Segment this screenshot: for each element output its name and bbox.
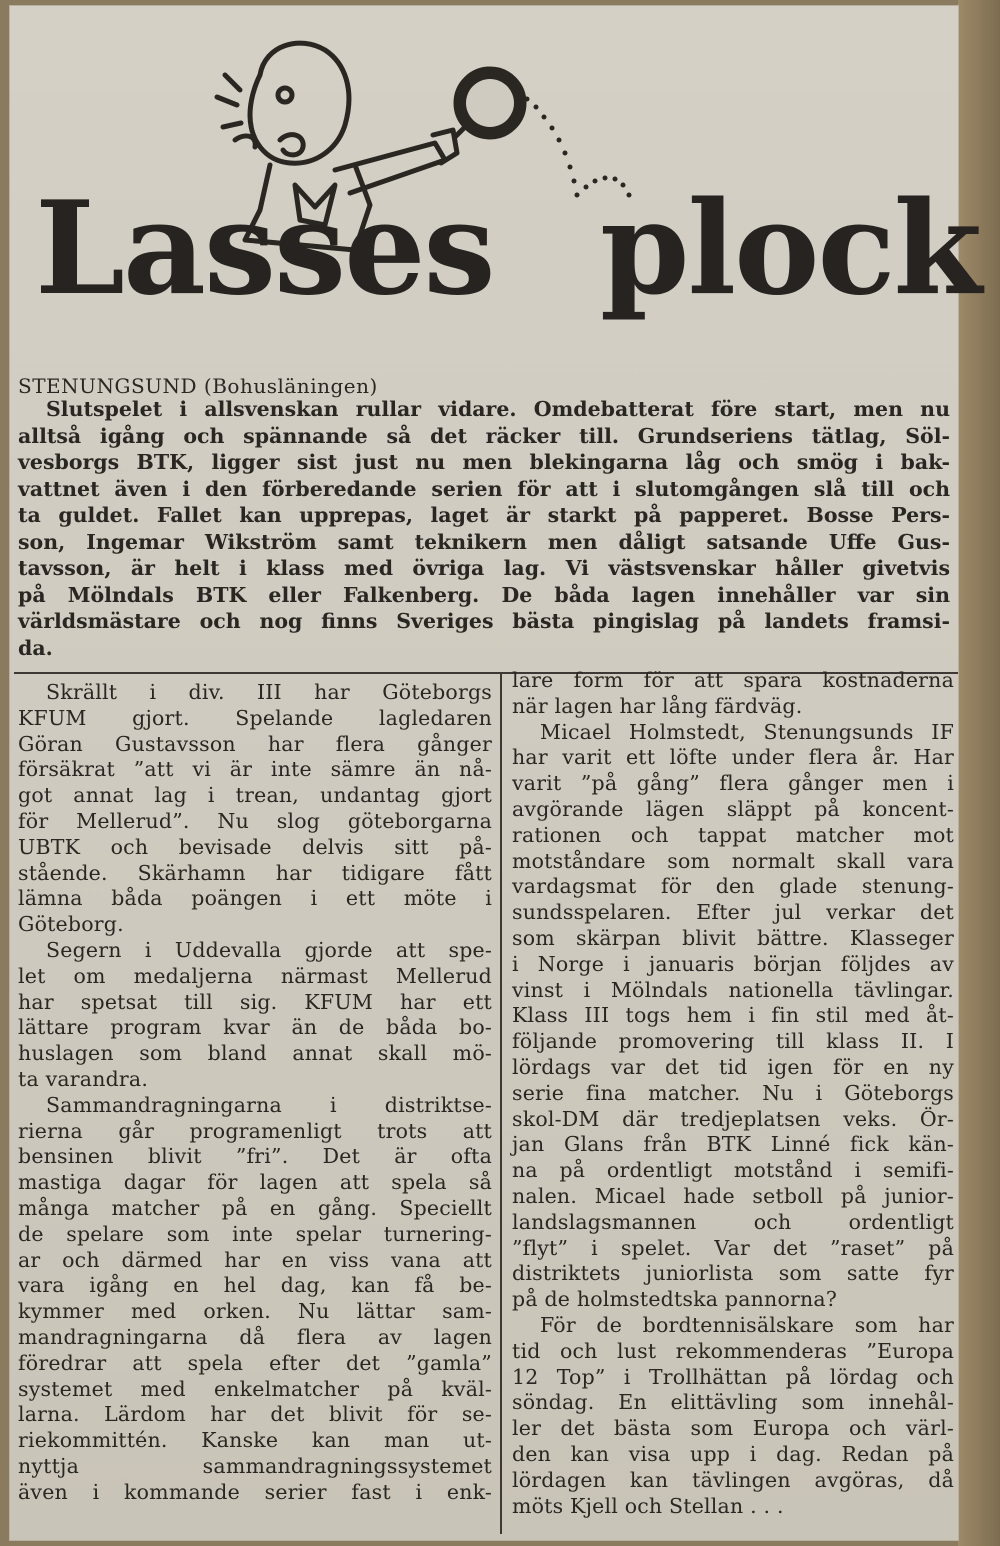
text-line: vardagsmat för den glade stenung-	[512, 874, 954, 899]
text-line: serie fina matcher. Nu i Göteborgs	[512, 1080, 954, 1105]
text-line: söndag. En elittävling som innehål-	[512, 1390, 954, 1415]
headline	[35, 174, 981, 364]
text-line: Segern i Uddevalla gjorde att spe-	[46, 937, 492, 962]
text-line: landslagsmannen och ordentligt	[512, 1209, 954, 1234]
text-line: distriktets juniorlista som satte fyr	[512, 1261, 954, 1286]
text-line: da.	[18, 635, 53, 660]
text-line: larna. Lärdom har det blivit för se-	[18, 1402, 492, 1427]
text-line: i Norge i januaris början följdes av	[512, 951, 954, 976]
dateline: STENUNGSUND (Bohusläningen)	[18, 374, 378, 398]
text-line: vattnet även i den förberedande serien för att i slutomgången slå till och	[18, 476, 950, 501]
text-line: riekommittén. Kanske kan man ut-	[18, 1428, 492, 1453]
text-line: Sammandragningarna i distriktse-	[46, 1092, 492, 1117]
text-line: son, Ingemar Wikström samt teknikern men dåligt satsande Uffe Gus-	[18, 529, 950, 554]
text-line: Göteborg.	[18, 912, 124, 937]
right-column	[512, 668, 954, 1519]
text-line: nalen. Micael hade setboll på junior-	[512, 1183, 954, 1208]
text-line: Micael Holmstedt, Stenungsunds IF	[540, 719, 954, 744]
text-line: Slutspelet i allsvenskan rullar vidare. Omdebatterat före start, men nu	[46, 397, 950, 421]
text-line: ”flyt” i spelet. Var det ”raset” på	[512, 1235, 954, 1260]
text-line: varit ”på gång” flera gånger men i	[512, 771, 954, 796]
text-line: på Mölndals BTK eller Falkenberg. De båda lagen innehåller var sin	[18, 582, 950, 607]
text-line: på de holmstedtska pannorna?	[512, 1287, 838, 1312]
text-line: för Mellerud”. Nu slog göteborgarna	[18, 808, 492, 833]
headline-word-2: plock	[600, 174, 981, 324]
text-line: alltså igång och spännande så det räcker till. Grundseriens tätlag, Söl-	[18, 423, 950, 448]
text-line: har varit ett löfte under flera år. Har	[512, 745, 954, 770]
text-line: UBTK och bevisade delvis sitt på-	[18, 834, 492, 859]
text-line: den kan visa upp i dag. Redan på	[512, 1441, 954, 1466]
text-line: rierna går programenligt trots att	[18, 1118, 492, 1143]
text-line: rationen och tappat matcher mot	[512, 822, 954, 847]
text-line: vesborgs BTK, ligger sist just nu men blekingarna låg och smög i bak-	[18, 450, 950, 474]
column-divider	[500, 672, 502, 1534]
text-line: na på ordentligt motstånd i semifi-	[512, 1158, 954, 1183]
text-line: Klass III togs hem i fin stil med åt-	[512, 1003, 954, 1028]
text-line: de spelare som inte spelar turnering-	[18, 1221, 492, 1246]
text-line: got annat lag i trean, undantag gjort	[18, 783, 492, 808]
text-line: mandragningarna då flera av lagen	[18, 1324, 492, 1349]
text-line: lämna båda poängen i ett möte i	[18, 886, 492, 911]
text-line: stående. Skärhamn har tidigare fått	[18, 860, 492, 885]
text-line: lättare program kvar än de båda bo-	[18, 1015, 492, 1040]
text-line: huslagen som bland annat skall mö-	[18, 1041, 492, 1066]
text-line: ta guldet. Fallet kan upprepas, laget är starkt på papperet. Bosse Pers-	[18, 503, 950, 527]
text-line: vara igång en hel dag, kan få be-	[18, 1273, 492, 1298]
headline-word-1: Lasses	[35, 174, 494, 324]
text-line: tavsson, är helt i klass med övriga lag. Vi västsvenskar håller givetvis	[18, 556, 950, 580]
text-line: när lagen har lång färdväg.	[512, 693, 803, 718]
text-line: vinst i Mölndals nationella tävlingar.	[512, 977, 954, 1002]
text-line: avgörande lägen släppt på koncent-	[512, 796, 954, 821]
text-line: ler det bästa som Europa och värl-	[512, 1416, 954, 1441]
text-line: jan Glans från BTK Linné fick kän-	[512, 1132, 954, 1157]
text-line: som skärpan blivit bättre. Klasseger	[512, 925, 954, 950]
text-line: let om medaljerna närmast Mellerud	[18, 963, 492, 988]
text-line: kymmer med orken. Nu lättar sam-	[18, 1299, 492, 1324]
text-line: ta varandra.	[18, 1066, 149, 1091]
text-line: lördags var det tid igen för en ny	[512, 1054, 954, 1079]
text-line: även i kommande serier fast i enk-	[18, 1479, 492, 1504]
text-line: bensinen blivit ”fri”. Det är ofta	[18, 1144, 492, 1169]
text-line: Göran Gustavsson har flera gånger	[18, 731, 492, 756]
text-line: mastiga dagar för lagen att spela så	[18, 1170, 492, 1195]
text-line: Skrällt i div. III har Göteborgs	[46, 680, 492, 704]
text-line: ar och därmed har en viss vana att	[18, 1247, 492, 1272]
text-line: nyttja sammandragningssystemet	[18, 1453, 492, 1478]
text-line: lördagen kan tävlingen avgöras, då	[512, 1467, 954, 1492]
text-line: motståndare som normalt skall vara	[512, 848, 954, 873]
text-line: möts Kjell och Stellan . . .	[512, 1493, 784, 1518]
text-line: lare form för att spara kostnaderna	[512, 668, 954, 692]
text-line: världsmästare och nog finns Sveriges bästa pingislag på landets framsi-	[18, 609, 950, 633]
text-line: systemet med enkelmatcher på kväl-	[18, 1376, 492, 1401]
text-line: sundsspelaren. Efter jul verkar det	[512, 900, 954, 925]
text-line: skol-DM där tredjeplatsen veks. Ör-	[512, 1106, 954, 1131]
text-line: tid och lust rekommenderas ”Europa	[512, 1338, 954, 1363]
text-line: För de bordtennisälskare som har	[540, 1312, 954, 1337]
text-line: KFUM gjort. Spelande lagledaren	[18, 705, 492, 730]
text-line: försäkrat ”att vi är inte sämre än nå-	[18, 757, 492, 782]
text-line: har spetsat till sig. KFUM har ett	[18, 989, 492, 1014]
text-line: föredrar att spela efter det ”gamla”	[18, 1350, 492, 1375]
text-line: följande promovering till klass II. I	[512, 1029, 954, 1054]
lead-paragraph	[18, 396, 950, 661]
text-line: 12 Top” i Trollhättan på lördag och	[512, 1364, 954, 1389]
left-column	[18, 680, 492, 1506]
text-line: många matcher på en gång. Speciellt	[18, 1195, 492, 1220]
